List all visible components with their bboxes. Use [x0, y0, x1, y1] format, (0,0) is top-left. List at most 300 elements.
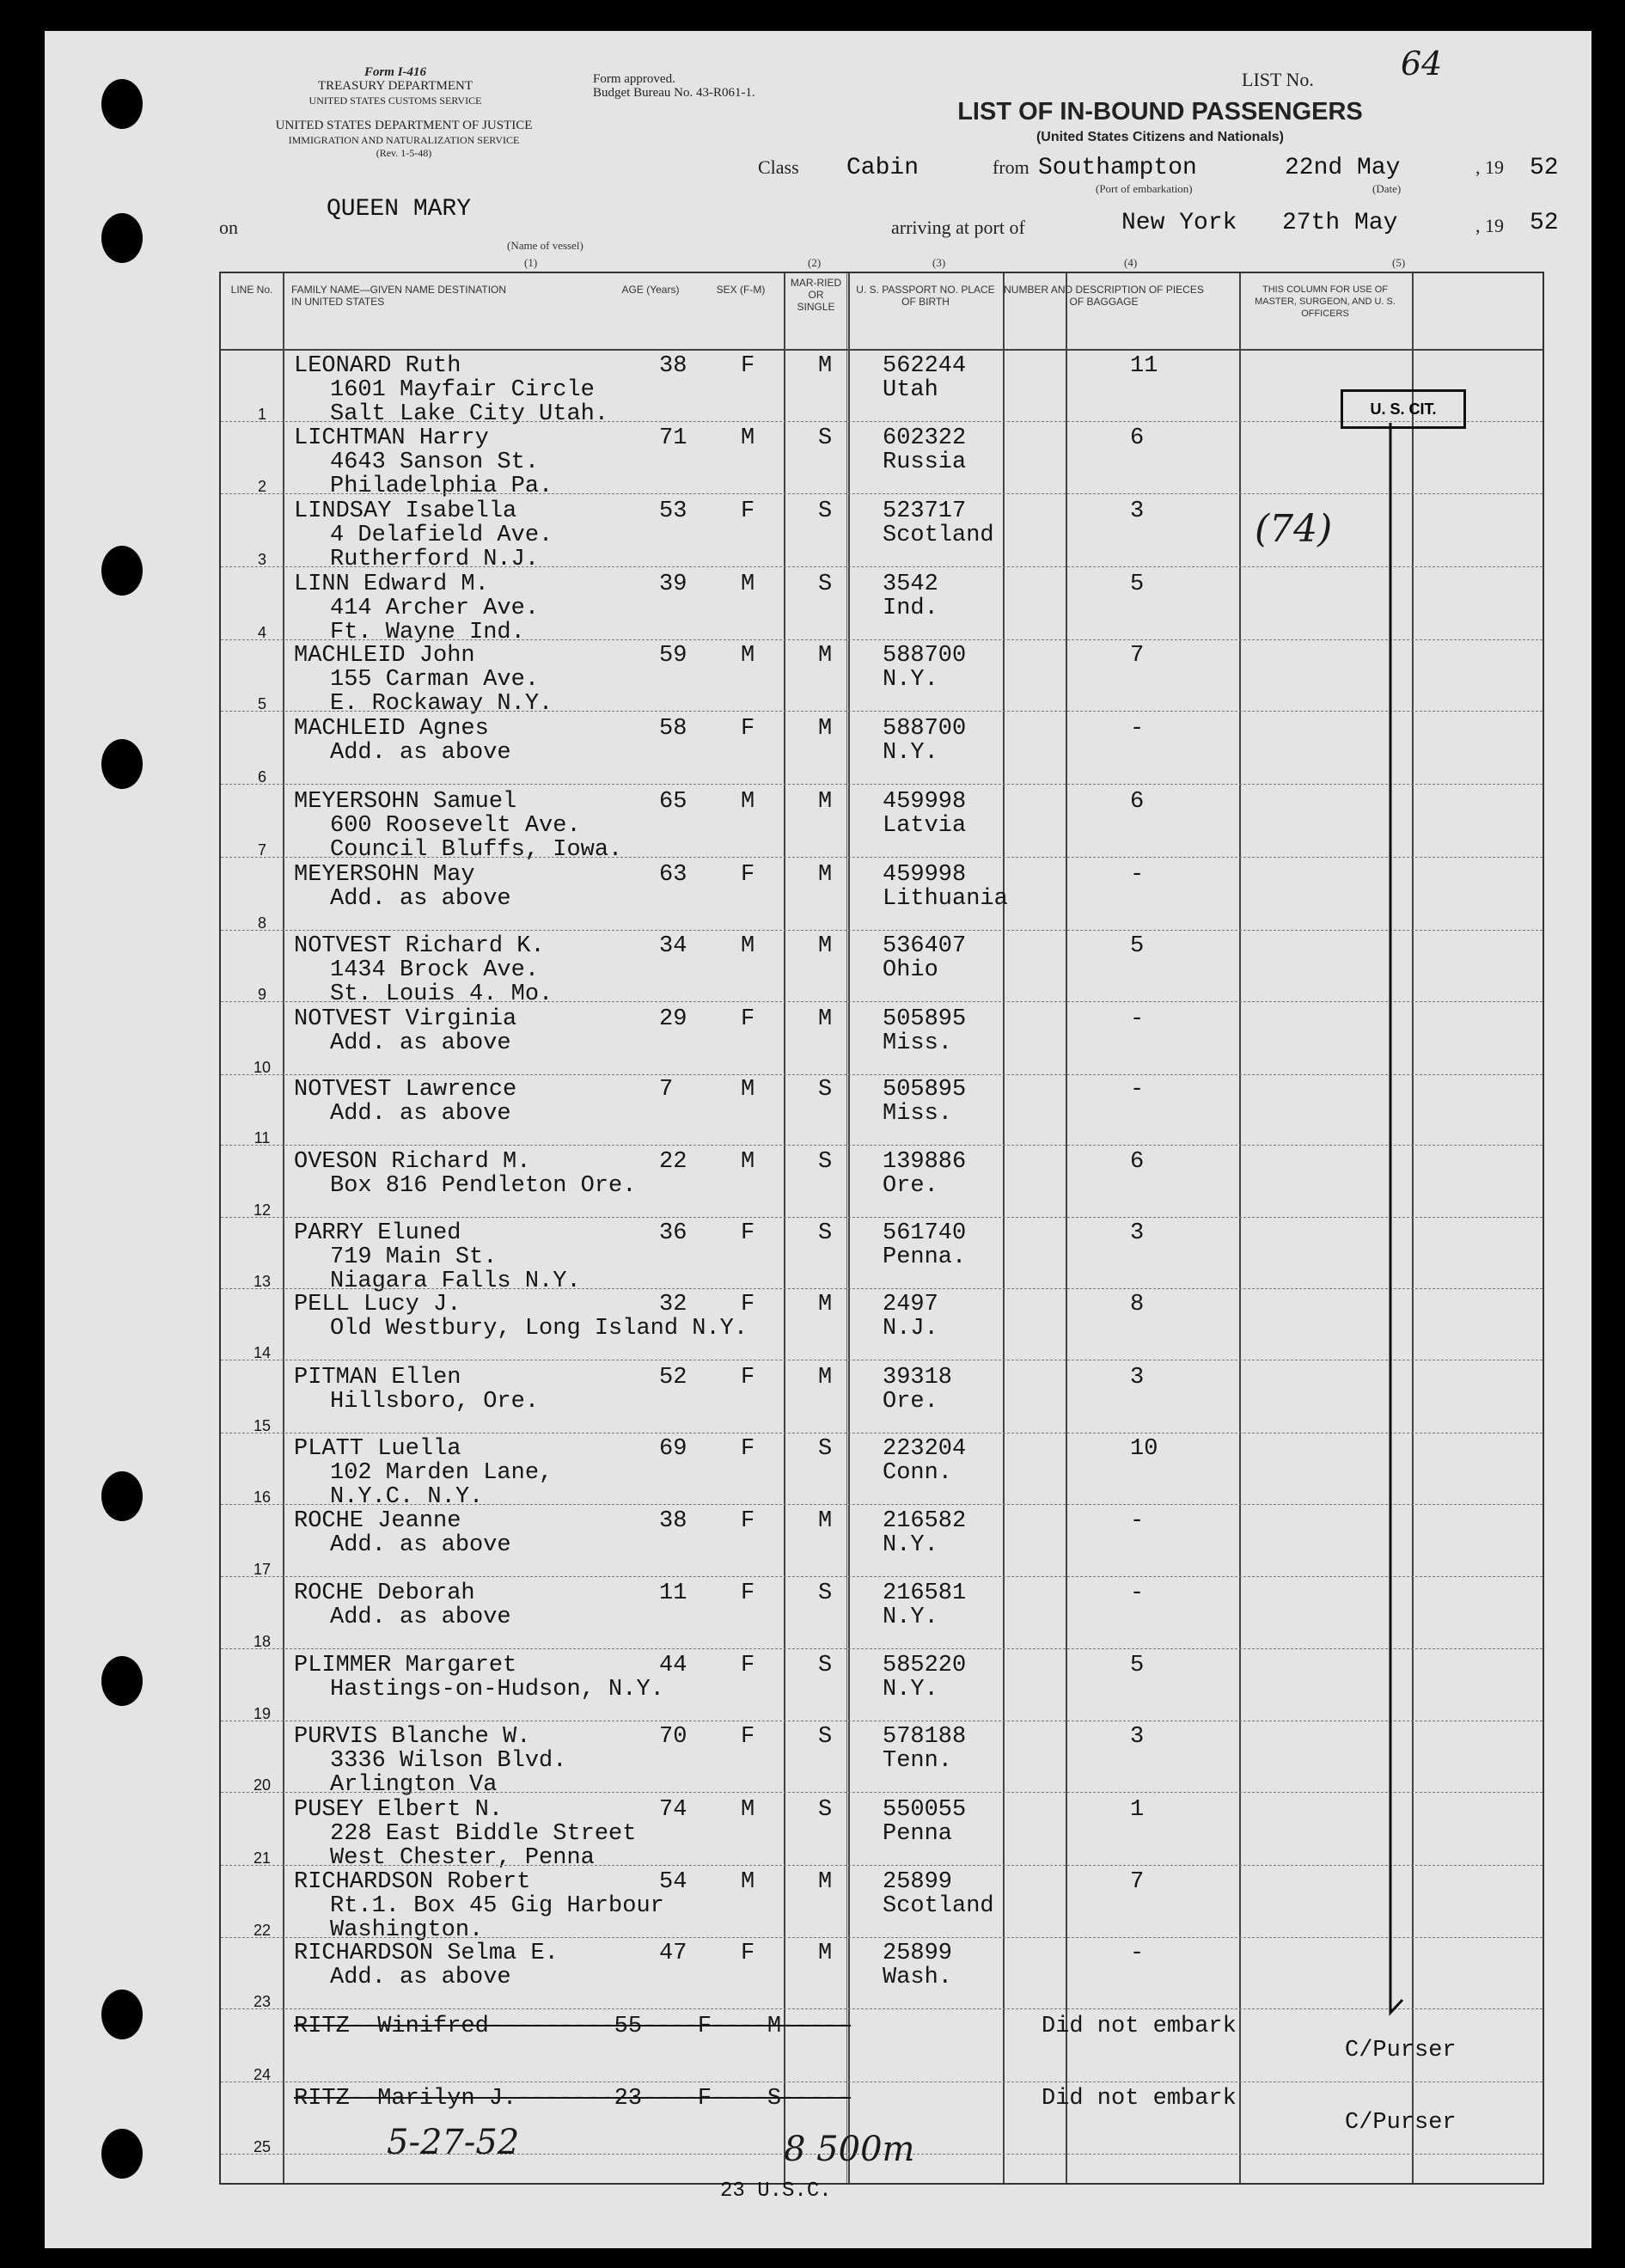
- baggage-count: 7: [1130, 643, 1145, 669]
- col-header-sex: SEX (F-M): [716, 284, 766, 296]
- passport-number: 588700: [883, 716, 967, 742]
- table-row: [221, 1360, 1543, 1434]
- from-label: from: [993, 156, 1029, 178]
- line-number: 1: [257, 406, 266, 423]
- marital-status: S: [818, 572, 833, 597]
- sex: F: [741, 1653, 755, 1678]
- passenger-name: LICHTMAN Harry: [294, 425, 489, 451]
- marital-status: M: [818, 862, 833, 888]
- place-of-birth: Utah: [883, 377, 938, 403]
- line-number: 13: [253, 1273, 272, 1290]
- address-line-2: Ft. Wayne Ind.: [330, 620, 525, 645]
- line-number: 16: [253, 1489, 272, 1506]
- passport-number: 562244: [883, 353, 967, 379]
- passenger-name: NOTVEST Lawrence: [294, 1077, 517, 1103]
- passport-number: 578188: [883, 1724, 967, 1750]
- passenger-name: PARRY Eluned: [294, 1220, 461, 1246]
- place-of-birth: N.Y.: [883, 667, 938, 693]
- baggage-count: Did not embark: [1042, 2086, 1237, 2112]
- address-line-1: 4643 Sanson St.: [330, 449, 540, 475]
- address-line-1: 102 Marden Lane,: [330, 1460, 553, 1486]
- marital-status: M: [818, 789, 833, 815]
- punch-hole: [101, 739, 143, 789]
- punch-hole: [101, 79, 143, 129]
- sex: M: [741, 1797, 755, 1823]
- passenger-name: MEYERSOHN May: [294, 862, 475, 888]
- line-number: 10: [253, 1059, 272, 1076]
- passenger-name: OVESON Richard M.: [294, 1149, 531, 1175]
- passport-number: 2497: [883, 1292, 938, 1317]
- marital-status: S: [818, 1220, 833, 1246]
- baggage-count: 6: [1130, 789, 1145, 815]
- line-number: 23: [253, 1993, 272, 2010]
- passenger-name: ROCHE Deborah: [294, 1580, 475, 1606]
- place-of-birth: Russia: [883, 449, 967, 475]
- revision: (Rev. 1-5-48): [376, 147, 432, 159]
- address-line-1: 600 Roosevelt Ave.: [330, 813, 581, 839]
- baggage-count: 5: [1130, 572, 1145, 597]
- address-line-1: Old Westbury, Long Island N.Y.: [330, 1316, 748, 1342]
- baggage-count: 8: [1130, 1292, 1145, 1317]
- baggage-count: 6: [1130, 425, 1145, 451]
- handwritten-date: 5-27-52: [387, 2123, 520, 2162]
- address-line-1: 4 Delafield Ave.: [330, 523, 553, 548]
- passenger-name: NOTVEST Richard K.: [294, 933, 545, 959]
- customs-service: UNITED STATES CUSTOMS SERVICE: [309, 95, 482, 107]
- passport-number: 25899: [883, 1869, 953, 1895]
- sex: F: [741, 1365, 755, 1391]
- line-number: 21: [253, 1849, 272, 1867]
- port-of-arrival: New York: [1121, 210, 1237, 236]
- address-line-1: Add. as above: [330, 1030, 511, 1056]
- vessel-name: QUEEN MARY: [327, 196, 472, 223]
- place-of-birth: Miss.: [883, 1101, 953, 1127]
- baggage-count: 5: [1130, 1653, 1145, 1678]
- class-label: Class: [758, 156, 799, 178]
- address-line-2: Council Bluffs, Iowa.: [330, 837, 623, 863]
- table-row: [221, 421, 1543, 499]
- bracket-line: [1375, 423, 1409, 2030]
- table-row: [221, 494, 1543, 572]
- line-number: 3: [257, 551, 266, 568]
- col-num-3: (3): [932, 256, 946, 269]
- place-of-birth: Conn.: [883, 1460, 953, 1486]
- marital-status: M: [818, 1508, 833, 1534]
- age: 58: [659, 716, 687, 742]
- year-2: 52: [1530, 210, 1559, 236]
- date-caption: (Date): [1372, 182, 1402, 195]
- table-row: [221, 712, 1543, 785]
- place-of-birth: Ind.: [883, 596, 938, 621]
- age: 39: [659, 572, 687, 597]
- handwritten-amount: 8 500m: [784, 2130, 915, 2169]
- document-subtitle: (United States Citizens and Nationals): [1035, 130, 1285, 144]
- age: 47: [659, 1941, 687, 1966]
- baggage-count: 3: [1130, 498, 1145, 524]
- age: 54: [659, 1869, 687, 1895]
- line-number: 7: [257, 841, 266, 859]
- place-of-birth: N.Y.: [883, 1605, 938, 1630]
- baggage-count: -: [1130, 1941, 1145, 1966]
- address-line-1: 228 East Biddle Street: [330, 1821, 637, 1847]
- age: 38: [659, 353, 687, 379]
- passenger-name: RICHARDSON Selma E.: [294, 1941, 559, 1966]
- form-approved: Form approved.: [593, 72, 675, 86]
- line-number: 11: [254, 1129, 271, 1146]
- sex: M: [741, 425, 755, 451]
- punch-hole: [101, 1656, 143, 1706]
- place-of-birth: Penna.: [883, 1244, 967, 1270]
- col-header-official: THIS COLUMN FOR USE OF MASTER, SURGEON, AND U. S. OFFICERS: [1255, 284, 1396, 319]
- address-line-1: Hillsboro, Ore.: [330, 1389, 540, 1415]
- passenger-name: PITMAN Ellen: [294, 1365, 461, 1391]
- place-of-birth: N.Y.: [883, 1677, 938, 1703]
- passport-number: 39318: [883, 1365, 953, 1391]
- port-embarkation-caption: (Port of embarkation): [1096, 182, 1193, 195]
- line-number: 12: [253, 1201, 272, 1219]
- address-line-1: 1601 Mayfair Circle: [330, 377, 595, 403]
- passenger-name: LEONARD Ruth: [294, 353, 461, 379]
- address-line-1: Add. as above: [330, 1605, 511, 1630]
- line-number: 2: [257, 478, 266, 495]
- marital-status: S: [818, 498, 833, 524]
- line-number: 18: [253, 1633, 272, 1650]
- baggage-count: -: [1130, 1077, 1145, 1103]
- place-of-birth: Tenn.: [883, 1748, 953, 1774]
- marital-status: M: [818, 643, 833, 669]
- place-of-birth: Lithuania: [883, 886, 1008, 912]
- year-prefix: , 19: [1475, 156, 1504, 178]
- col-header-name: FAMILY NAME—GIVEN NAME DESTINATION IN UNITED STATES: [291, 284, 507, 308]
- address-line-1: 155 Carman Ave.: [330, 667, 540, 693]
- place-of-birth: N.Y.: [883, 1532, 938, 1558]
- place-of-birth: Latvia: [883, 813, 967, 839]
- sex: F: [741, 353, 755, 379]
- line-number: 8: [257, 914, 266, 932]
- line-number: 5: [257, 695, 266, 712]
- passenger-name: ROCHE Jeanne: [294, 1508, 461, 1534]
- place-of-birth: Ohio: [883, 957, 938, 983]
- passenger-name: PLIMMER Margaret: [294, 1653, 517, 1678]
- line-number: 17: [253, 1561, 272, 1578]
- sex: F: [741, 862, 755, 888]
- sex: F: [741, 1436, 755, 1462]
- footer-code: 23 U.S.C.: [720, 2179, 832, 2203]
- port-of-embarkation: Southampton: [1038, 155, 1197, 181]
- passport-number: 216582: [883, 1508, 967, 1534]
- address-line-2: West Chester, Penna: [330, 1845, 595, 1871]
- address-line-2: St. Louis 4. Mo.: [330, 981, 553, 1007]
- passport-number: 588700: [883, 643, 967, 669]
- sex: M: [741, 572, 755, 597]
- age: 32: [659, 1292, 687, 1317]
- line-number: 24: [253, 2066, 272, 2083]
- passport-number: 523717: [883, 498, 967, 524]
- col-num-4: (4): [1124, 256, 1138, 269]
- address-line-1: 3336 Wilson Blvd.: [330, 1748, 567, 1774]
- sex: F: [741, 1941, 755, 1966]
- col-num-5: (5): [1392, 256, 1406, 269]
- address-line-1: 414 Archer Ave.: [330, 596, 540, 621]
- address-line-1: Add. as above: [330, 886, 511, 912]
- passenger-name: MEYERSOHN Samuel: [294, 789, 517, 815]
- punch-hole: [101, 2129, 143, 2179]
- address-line-2: Arlington Va: [330, 1772, 498, 1798]
- baggage-count: 3: [1130, 1365, 1145, 1391]
- age: 59: [659, 643, 687, 669]
- baggage-count: 7: [1130, 1869, 1145, 1895]
- line-number: 6: [257, 768, 266, 786]
- sex: F: [741, 1220, 755, 1246]
- table-row: [221, 1287, 1543, 1360]
- age: 65: [659, 789, 687, 815]
- baggage-count: -: [1130, 1006, 1145, 1032]
- passport-number: 216581: [883, 1580, 967, 1606]
- baggage-count: 3: [1130, 1220, 1145, 1246]
- list-number-label: LIST No.: [1242, 69, 1314, 90]
- document-title: LIST OF IN-BOUND PASSENGERS: [957, 98, 1363, 125]
- line-number: 9: [257, 986, 266, 1003]
- address-line-1: 1434 Brock Ave.: [330, 957, 540, 983]
- passenger-name: RITZ--Marilyn J.-------23----F----S-----: [294, 2086, 852, 2112]
- punch-hole: [101, 546, 143, 596]
- passport-number: 459998: [883, 789, 967, 815]
- line-number: 15: [253, 1417, 272, 1434]
- passenger-count: (74): [1255, 507, 1333, 551]
- address-line-2: E. Rockaway N.Y.: [330, 691, 553, 717]
- age: 52: [659, 1365, 687, 1391]
- table-row: [221, 858, 1543, 931]
- form-number: Form I-416: [363, 65, 427, 79]
- marital-status: S: [818, 1580, 833, 1606]
- place-of-birth: N.J.: [883, 1316, 938, 1342]
- address-line-1: Box 816 Pendleton Ore.: [330, 1173, 637, 1199]
- marital-status: S: [818, 1797, 833, 1823]
- baggage-count: -: [1130, 862, 1145, 888]
- col-header-line: LINE No.: [230, 284, 273, 296]
- passenger-name: RICHARDSON Robert: [294, 1869, 531, 1895]
- line-number: 22: [253, 1922, 272, 1939]
- marital-status: S: [818, 1653, 833, 1678]
- passport-number: 602322: [883, 425, 967, 451]
- sex: M: [741, 933, 755, 959]
- passenger-name: RITZ--Winifred---------55----F----M-----: [294, 2014, 852, 2039]
- place-of-birth: Scotland: [883, 1893, 994, 1919]
- sex: M: [741, 1149, 755, 1175]
- sex: F: [741, 716, 755, 742]
- address-line-2: Rutherford N.J.: [330, 547, 540, 572]
- address-line-2: Salt Lake City Utah.: [330, 401, 609, 427]
- col-header-baggage: NUMBER AND DESCRIPTION OF PIECES OF BAGGAGE: [1004, 284, 1204, 308]
- passport-number: 585220: [883, 1653, 967, 1678]
- marital-status: S: [818, 425, 833, 451]
- marital-status: S: [818, 1436, 833, 1462]
- address-line-2: N.Y.C. N.Y.: [330, 1484, 484, 1510]
- marital-status: M: [818, 1869, 833, 1895]
- table-row: [221, 1216, 1543, 1294]
- table-row: [221, 1648, 1543, 1721]
- table-row: [221, 1865, 1543, 1943]
- baggage-count: 1: [1130, 1797, 1145, 1823]
- marital-status: M: [818, 1365, 833, 1391]
- table-row: [221, 1432, 1543, 1510]
- address-line-1: Hastings-on-Hudson, N.Y.: [330, 1677, 664, 1703]
- passenger-name: MACHLEID Agnes: [294, 716, 489, 742]
- sex: F: [741, 1292, 755, 1317]
- passport-number: 459998: [883, 862, 967, 888]
- age: 69: [659, 1436, 687, 1462]
- passenger-table: [219, 272, 1544, 2185]
- immigration-service: IMMIGRATION AND NATURALIZATION SERVICE: [288, 134, 520, 146]
- baggage-count: -: [1130, 1508, 1145, 1534]
- department-of-justice: UNITED STATES DEPARTMENT OF JUSTICE: [275, 119, 533, 132]
- list-number: 64: [1401, 45, 1443, 83]
- marital-status: M: [818, 1941, 833, 1966]
- address-line-1: Add. as above: [330, 740, 511, 766]
- sex: M: [741, 1869, 755, 1895]
- place-of-birth: Penna: [883, 1821, 953, 1847]
- address-line-1: Add. as above: [330, 1101, 511, 1127]
- table-row: [221, 1002, 1543, 1075]
- age: 53: [659, 498, 687, 524]
- sex: F: [741, 1508, 755, 1534]
- place-of-birth: N.Y.: [883, 740, 938, 766]
- us-citizen-stamp: U. S. CIT.: [1341, 389, 1466, 429]
- baggage-count: 5: [1130, 933, 1145, 959]
- passenger-name: NOTVEST Virginia: [294, 1006, 517, 1032]
- year: 52: [1530, 155, 1559, 181]
- passport-number: 536407: [883, 933, 967, 959]
- address-line-1: Add. as above: [330, 1532, 511, 1558]
- treasury-department: TREASURY DEPARTMENT: [317, 79, 473, 93]
- passport-number: 505895: [883, 1077, 967, 1103]
- vessel-caption: (Name of vessel): [507, 239, 583, 252]
- marital-status: S: [818, 1724, 833, 1750]
- place-of-birth: Ore.: [883, 1173, 938, 1199]
- col-num-2: (2): [808, 256, 822, 269]
- passenger-name: PELL Lucy J.: [294, 1292, 461, 1317]
- table-row: [221, 567, 1543, 645]
- age: 29: [659, 1006, 687, 1032]
- place-of-birth: Wash.: [883, 1965, 953, 1990]
- age: 22: [659, 1149, 687, 1175]
- table-row: [221, 1145, 1543, 1218]
- year-prefix-2: , 19: [1475, 215, 1504, 236]
- table-row: [221, 1504, 1543, 1577]
- marital-status: M: [818, 353, 833, 379]
- table-row: [221, 639, 1543, 717]
- sex: M: [741, 643, 755, 669]
- purser-note: C/Purser: [1345, 2110, 1457, 2136]
- passenger-name: PURVIS Blanche W.: [294, 1724, 531, 1750]
- arrival-date: 27th May: [1282, 210, 1398, 236]
- col-header-age: AGE (Years): [621, 284, 680, 296]
- table-row: [221, 1576, 1543, 1649]
- table-row: [221, 1073, 1543, 1146]
- table-row: [221, 929, 1543, 1007]
- address-line-2: Niagara Falls N.Y.: [330, 1268, 581, 1294]
- marital-status: M: [818, 933, 833, 959]
- place-of-birth: Scotland: [883, 523, 994, 548]
- purser-note: C/Purser: [1345, 2038, 1457, 2063]
- passport-number: 25899: [883, 1941, 953, 1966]
- age: 70: [659, 1724, 687, 1750]
- marital-status: M: [818, 1006, 833, 1032]
- table-row: [221, 1720, 1543, 1798]
- passport-number: 3542: [883, 572, 938, 597]
- passport-number: 505895: [883, 1006, 967, 1032]
- address-line-1: Add. as above: [330, 1965, 511, 1990]
- line-number: 4: [257, 624, 266, 641]
- sex: F: [741, 1724, 755, 1750]
- marital-status: S: [818, 1149, 833, 1175]
- table-row: [221, 1936, 1543, 2009]
- baggage-count: 11: [1130, 353, 1158, 379]
- age: 38: [659, 1508, 687, 1534]
- col-header-passport: U. S. PASSPORT NO. PLACE OF BIRTH: [856, 284, 995, 308]
- col-header-married: MAR-RIED OR SINGLE: [790, 277, 842, 313]
- marital-status: M: [818, 1292, 833, 1317]
- sex: F: [741, 498, 755, 524]
- sex: F: [741, 1006, 755, 1032]
- budget-bureau: Budget Bureau No. 43-R061-1.: [593, 86, 755, 100]
- passenger-name: LINDSAY Isabella: [294, 498, 517, 524]
- passenger-name: PUSEY Elbert N.: [294, 1797, 504, 1823]
- punch-hole: [101, 1471, 143, 1521]
- baggage-count: -: [1130, 716, 1145, 742]
- passenger-name: PLATT Luella: [294, 1436, 461, 1462]
- age: 7: [659, 1077, 674, 1103]
- line-number: 25: [253, 2138, 272, 2155]
- punch-hole: [101, 1990, 143, 2039]
- baggage-count: 3: [1130, 1724, 1145, 1750]
- age: 74: [659, 1797, 687, 1823]
- table-row: [221, 785, 1543, 863]
- place-of-birth: Ore.: [883, 1389, 938, 1415]
- arriving-label: arriving at port of: [891, 217, 1025, 238]
- class-value: Cabin: [846, 155, 919, 181]
- address-line-1: 719 Main St.: [330, 1244, 498, 1270]
- passenger-name: MACHLEID John: [294, 643, 475, 669]
- baggage-count: Did not embark: [1042, 2014, 1237, 2039]
- marital-status: M: [818, 716, 833, 742]
- age: 36: [659, 1220, 687, 1246]
- passport-number: 223204: [883, 1436, 967, 1462]
- sex: M: [741, 789, 755, 815]
- sex: F: [741, 1580, 755, 1606]
- passport-number: 550055: [883, 1797, 967, 1823]
- passport-number: 139886: [883, 1149, 967, 1175]
- address-line-2: Washington.: [330, 1917, 484, 1943]
- punch-hole: [101, 213, 143, 263]
- baggage-count: -: [1130, 1580, 1145, 1606]
- line-number: 19: [253, 1705, 272, 1722]
- age: 63: [659, 862, 687, 888]
- line-number: 20: [253, 1776, 272, 1794]
- passenger-name: LINN Edward M.: [294, 572, 489, 597]
- sex: M: [741, 1077, 755, 1103]
- address-line-1: Rt.1. Box 45 Gig Harbour: [330, 1893, 664, 1919]
- line-number: 14: [253, 1344, 272, 1361]
- age: 11: [659, 1580, 687, 1606]
- table-row: [221, 2009, 1543, 2082]
- baggage-count: 10: [1130, 1436, 1158, 1462]
- marital-status: S: [818, 1077, 833, 1103]
- age: 34: [659, 933, 687, 959]
- baggage-count: 6: [1130, 1149, 1145, 1175]
- age: 71: [659, 425, 687, 451]
- passport-number: 561740: [883, 1220, 967, 1246]
